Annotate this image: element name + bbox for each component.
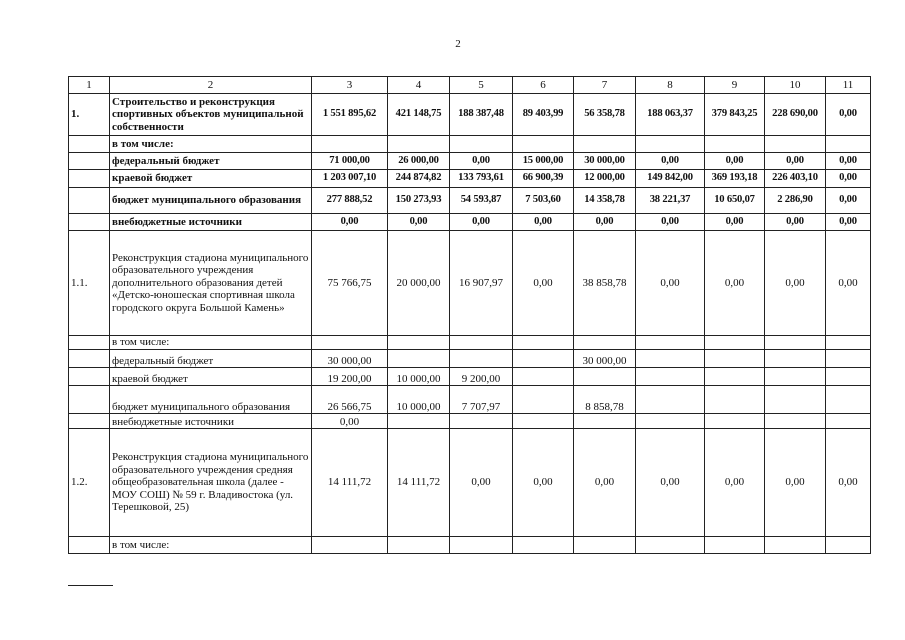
value-cell-col-6: 0,00: [513, 429, 574, 537]
value-cell-col-4: 421 148,75: [388, 94, 450, 136]
header-cell-6: 6: [513, 77, 574, 94]
row-name: внебюджетные источники: [110, 214, 312, 231]
value-cell-col-3: 1 551 895,62: [312, 94, 388, 136]
value-cell-col-11: [826, 350, 871, 368]
value-cell-col-4: 10 000,00: [388, 368, 450, 386]
row-name: федеральный бюджет: [110, 350, 312, 368]
value-cell-col-10: [765, 386, 826, 414]
sub-row: [69, 136, 871, 153]
value-cell-col-10: 0,00: [765, 231, 826, 336]
row-name: Строительство и реконструкция спортивных объектов муниципальной собственности: [110, 94, 312, 136]
value-cell-col-8: 0,00: [636, 153, 705, 170]
value-cell-col-3: 0,00: [312, 214, 388, 231]
value-cell-col-9: 0,00: [705, 231, 765, 336]
row-index: [69, 386, 110, 414]
value-cell-col-8: 188 063,37: [636, 94, 705, 136]
row-index: [69, 414, 110, 429]
header-cell-5: 5: [450, 77, 513, 94]
budget-table: [68, 76, 871, 554]
value-cell-col-11: 0,00: [826, 170, 871, 188]
value-cell-col-7: [574, 136, 636, 153]
value-cell-col-5: 0,00: [450, 153, 513, 170]
row-index: [69, 368, 110, 386]
value-cell-col-4: [388, 336, 450, 350]
header-row: [69, 77, 871, 94]
value-cell-col-5: 7 707,97: [450, 386, 513, 414]
row-name: в том числе:: [110, 336, 312, 350]
value-cell-col-9: [705, 386, 765, 414]
value-cell-col-4: 26 000,00: [388, 153, 450, 170]
value-cell-col-9: [705, 368, 765, 386]
value-cell-col-11: 0,00: [826, 94, 871, 136]
value-cell-col-5: 0,00: [450, 429, 513, 537]
value-cell-col-11: 0,00: [826, 214, 871, 231]
value-cell-col-4: 150 273,93: [388, 188, 450, 214]
sub-row: [69, 537, 871, 554]
value-cell-col-10: 226 403,10: [765, 170, 826, 188]
value-cell-col-11: [826, 386, 871, 414]
value-cell-col-7: 38 858,78: [574, 231, 636, 336]
value-cell-col-11: 0,00: [826, 231, 871, 336]
value-cell-col-8: [636, 386, 705, 414]
row-name: Реконструкция стадиона муниципального образовательного учреждения средняя общеобразовательная школа (далее - МОУ СОШ) № 59 г. Владивостока (ул. Терешковой, 25): [110, 429, 312, 537]
value-cell-col-6: [513, 336, 574, 350]
row-name: бюджет муниципального образования: [110, 386, 312, 414]
value-cell-col-3: 19 200,00: [312, 368, 388, 386]
row-index: [69, 537, 110, 554]
table-stub-line: [68, 585, 113, 586]
value-cell-col-9: 0,00: [705, 214, 765, 231]
value-cell-col-3: 14 111,72: [312, 429, 388, 537]
value-cell-col-11: 0,00: [826, 429, 871, 537]
value-cell-col-4: [388, 136, 450, 153]
sub-row: [69, 336, 871, 350]
value-cell-col-7: [574, 414, 636, 429]
value-cell-col-6: 89 403,99: [513, 94, 574, 136]
value-cell-col-5: [450, 537, 513, 554]
value-cell-col-4: 20 000,00: [388, 231, 450, 336]
value-cell-col-10: [765, 350, 826, 368]
value-cell-col-7: 0,00: [574, 429, 636, 537]
value-cell-col-8: 149 842,00: [636, 170, 705, 188]
value-cell-col-11: [826, 414, 871, 429]
value-cell-col-10: 0,00: [765, 153, 826, 170]
value-cell-col-9: 379 843,25: [705, 94, 765, 136]
row-name: бюджет муниципального образования: [110, 188, 312, 214]
value-cell-col-10: [765, 537, 826, 554]
value-cell-col-9: [705, 136, 765, 153]
value-cell-col-6: [513, 386, 574, 414]
value-cell-col-3: 0,00: [312, 414, 388, 429]
row-index: [69, 350, 110, 368]
value-cell-col-4: [388, 537, 450, 554]
value-cell-col-10: [765, 368, 826, 386]
value-cell-col-4: 10 000,00: [388, 386, 450, 414]
value-cell-col-6: 7 503,60: [513, 188, 574, 214]
value-cell-col-6: [513, 414, 574, 429]
value-cell-col-9: [705, 414, 765, 429]
row-index: [69, 188, 110, 214]
value-cell-col-5: 9 200,00: [450, 368, 513, 386]
value-cell-col-6: [513, 537, 574, 554]
row-index: [69, 136, 110, 153]
value-cell-col-4: 0,00: [388, 214, 450, 231]
sub-row: [69, 214, 871, 231]
row-name: краевой бюджет: [110, 170, 312, 188]
value-cell-col-3: [312, 537, 388, 554]
value-cell-col-10: 0,00: [765, 214, 826, 231]
value-cell-col-4: [388, 350, 450, 368]
row-name: Реконструкция стадиона муниципального образовательного учреждения дополнительного образования детей «Детско-юношеская спортивная школа городского округа Большой Камень»: [110, 231, 312, 336]
value-cell-col-3: 277 888,52: [312, 188, 388, 214]
header-cell-11: 11: [826, 77, 871, 94]
value-cell-col-8: [636, 537, 705, 554]
value-cell-col-6: 0,00: [513, 214, 574, 231]
header-cell-1: 1: [69, 77, 110, 94]
value-cell-col-8: [636, 136, 705, 153]
row-name: в том числе:: [110, 537, 312, 554]
row-index: [69, 153, 110, 170]
sub-row: [69, 414, 871, 429]
value-cell-col-9: 0,00: [705, 429, 765, 537]
sub-row: [69, 170, 871, 188]
value-cell-col-10: [765, 136, 826, 153]
sub-row: [69, 188, 871, 214]
value-cell-col-8: 0,00: [636, 429, 705, 537]
value-cell-col-6: 66 900,39: [513, 170, 574, 188]
value-cell-col-9: [705, 336, 765, 350]
value-cell-col-7: 14 358,78: [574, 188, 636, 214]
value-cell-col-7: [574, 336, 636, 350]
value-cell-col-5: [450, 350, 513, 368]
value-cell-col-8: 38 221,37: [636, 188, 705, 214]
value-cell-col-9: 0,00: [705, 153, 765, 170]
value-cell-col-7: [574, 368, 636, 386]
value-cell-col-5: 133 793,61: [450, 170, 513, 188]
row-index: 1.2.: [69, 429, 110, 537]
value-cell-col-6: 15 000,00: [513, 153, 574, 170]
value-cell-col-5: [450, 336, 513, 350]
section-row: [69, 231, 871, 336]
value-cell-col-3: 1 203 007,10: [312, 170, 388, 188]
sub-row: [69, 350, 871, 368]
header-cell-10: 10: [765, 77, 826, 94]
sub-row: [69, 368, 871, 386]
value-cell-col-5: 0,00: [450, 214, 513, 231]
value-cell-col-11: [826, 537, 871, 554]
value-cell-col-9: 369 193,18: [705, 170, 765, 188]
header-cell-4: 4: [388, 77, 450, 94]
value-cell-col-8: 0,00: [636, 214, 705, 231]
header-cell-8: 8: [636, 77, 705, 94]
value-cell-col-8: [636, 414, 705, 429]
value-cell-col-10: 228 690,00: [765, 94, 826, 136]
value-cell-col-6: [513, 136, 574, 153]
value-cell-col-11: [826, 136, 871, 153]
row-name: федеральный бюджет: [110, 153, 312, 170]
value-cell-col-5: 54 593,87: [450, 188, 513, 214]
value-cell-col-3: [312, 136, 388, 153]
row-index: [69, 336, 110, 350]
sub-row: [69, 386, 871, 414]
value-cell-col-11: 0,00: [826, 153, 871, 170]
value-cell-col-4: 14 111,72: [388, 429, 450, 537]
value-cell-col-10: [765, 414, 826, 429]
value-cell-col-6: [513, 350, 574, 368]
value-cell-col-3: 75 766,75: [312, 231, 388, 336]
section-row: [69, 94, 871, 136]
value-cell-col-8: [636, 368, 705, 386]
value-cell-col-11: [826, 336, 871, 350]
value-cell-col-9: [705, 350, 765, 368]
value-cell-col-10: 0,00: [765, 429, 826, 537]
value-cell-col-8: 0,00: [636, 231, 705, 336]
value-cell-col-6: [513, 368, 574, 386]
section-row: [69, 429, 871, 537]
value-cell-col-7: 30 000,00: [574, 350, 636, 368]
value-cell-col-5: 188 387,48: [450, 94, 513, 136]
row-index: [69, 170, 110, 188]
header-cell-9: 9: [705, 77, 765, 94]
value-cell-col-3: 26 566,75: [312, 386, 388, 414]
value-cell-col-7: 30 000,00: [574, 153, 636, 170]
row-name: внебюджетные источники: [110, 414, 312, 429]
value-cell-col-5: [450, 136, 513, 153]
header-cell-2: 2: [110, 77, 312, 94]
row-index: 1.: [69, 94, 110, 136]
value-cell-col-4: 244 874,82: [388, 170, 450, 188]
header-cell-7: 7: [574, 77, 636, 94]
value-cell-col-7: [574, 537, 636, 554]
value-cell-col-5: 16 907,97: [450, 231, 513, 336]
value-cell-col-10: [765, 336, 826, 350]
row-index: 1.1.: [69, 231, 110, 336]
value-cell-col-7: 56 358,78: [574, 94, 636, 136]
value-cell-col-4: [388, 414, 450, 429]
value-cell-col-8: [636, 350, 705, 368]
value-cell-col-3: 71 000,00: [312, 153, 388, 170]
value-cell-col-3: [312, 336, 388, 350]
value-cell-col-10: 2 286,90: [765, 188, 826, 214]
value-cell-col-11: 0,00: [826, 188, 871, 214]
value-cell-col-8: [636, 336, 705, 350]
value-cell-col-7: 12 000,00: [574, 170, 636, 188]
row-name: в том числе:: [110, 136, 312, 153]
value-cell-col-3: 30 000,00: [312, 350, 388, 368]
sub-row: [69, 153, 871, 170]
value-cell-col-7: 0,00: [574, 214, 636, 231]
header-cell-3: 3: [312, 77, 388, 94]
row-name: краевой бюджет: [110, 368, 312, 386]
value-cell-col-7: 8 858,78: [574, 386, 636, 414]
value-cell-col-9: 10 650,07: [705, 188, 765, 214]
value-cell-col-6: 0,00: [513, 231, 574, 336]
page-number: 2: [455, 38, 461, 50]
value-cell-col-11: [826, 368, 871, 386]
value-cell-col-5: [450, 414, 513, 429]
row-index: [69, 214, 110, 231]
value-cell-col-9: [705, 537, 765, 554]
